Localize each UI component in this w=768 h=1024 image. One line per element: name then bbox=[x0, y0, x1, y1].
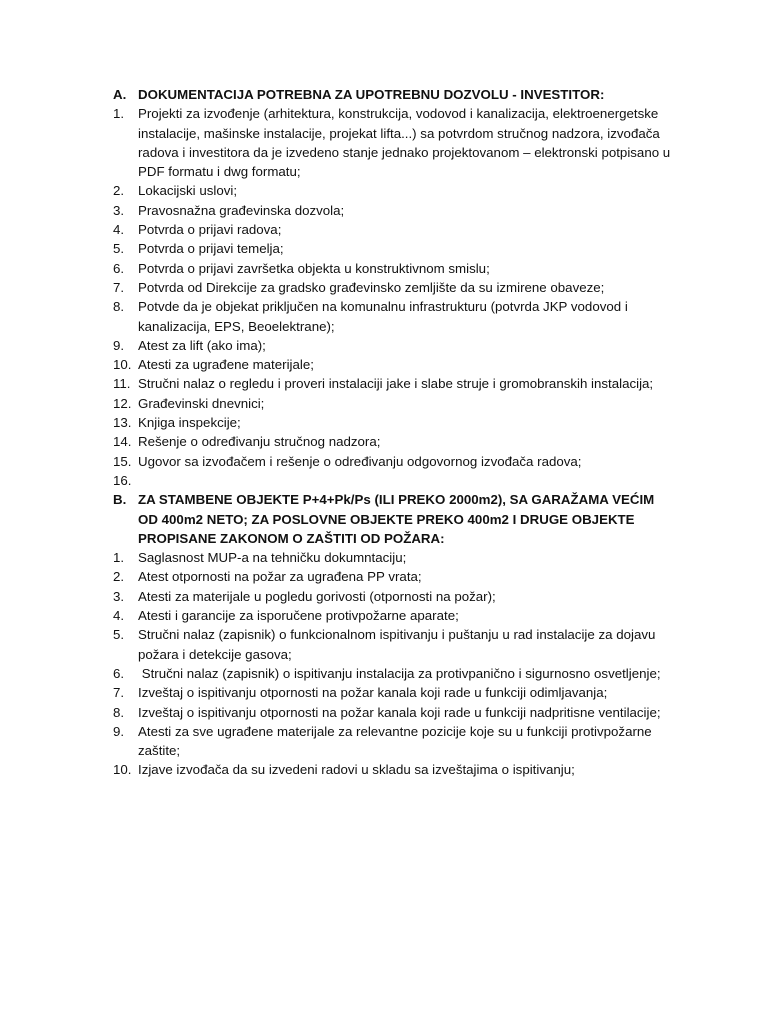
list-item bbox=[113, 471, 673, 490]
list-item bbox=[113, 664, 673, 683]
list-item-number: 2. bbox=[113, 183, 125, 199]
list-item-number: 10. bbox=[113, 762, 132, 778]
list-item-number: 9. bbox=[113, 337, 125, 353]
list-item-number: 8. bbox=[113, 299, 125, 315]
list-item-text: Potvrda o prijavi temelja; bbox=[138, 241, 284, 257]
list-item bbox=[113, 683, 673, 702]
list-item-number: 5. bbox=[113, 241, 125, 257]
section-a-heading bbox=[113, 85, 673, 104]
list-item-text: Izveštaj o ispitivanju otpornosti na požar kanala koji rade u funkciji odimljavanja; bbox=[138, 685, 608, 701]
list-item-text: Ugovor sa izvođačem i rešenje o određivanju odgovornog izvođača radova; bbox=[138, 453, 582, 469]
list-item bbox=[113, 394, 673, 413]
list-item-text: Knjiga inspekcije; bbox=[138, 415, 241, 431]
list-item bbox=[113, 355, 673, 374]
list-item-text: Lokacijski uslovi; bbox=[138, 183, 238, 199]
list-item-number: 9. bbox=[113, 723, 125, 739]
section-title: DOKUMENTACIJA POTREBNA ZA UPOTREBNU DOZVOLU - INVESTITOR: bbox=[138, 87, 605, 102]
list-item-text: Atesti i garancije za isporučene protivpožarne aparate; bbox=[138, 608, 459, 624]
list-item-text: Projekti za izvođenje (arhitektura, konstrukcija, vodovod i kanalizacija, elektroenergetske instalacije, mašinske instalacije, projekat lifta...) sa potvrdom stručnog nadzora, izvođača radova i investitora da je izvedeno stanje jednako projektovanom – elektronski potpisano u PDF formatu i dwg formatu; bbox=[138, 106, 674, 180]
list-item-text: Potvrda o prijavi završetka objekta u konstruktivnom smislu; bbox=[138, 260, 490, 276]
list-item-number: 14. bbox=[113, 434, 132, 450]
list-item bbox=[113, 220, 673, 239]
list-item-text: Stručni nalaz (zapisnik) o ispitivanju instalacija za protivpanično i sigurnosno osvetljenje; bbox=[138, 665, 661, 681]
list-item-text: Pravosnažna građevinska dozvola; bbox=[138, 202, 345, 218]
section-b-list bbox=[113, 548, 673, 780]
list-item bbox=[113, 452, 673, 471]
list-item-text: Stručni nalaz (zapisnik) o funkcionalnom ispitivanju i puštanju u rad instalacije za dojavu požara i detekcije gasova; bbox=[138, 627, 660, 662]
list-item-number: 7. bbox=[113, 279, 125, 295]
list-item-text: Stručni nalaz o regledu i proveri instalaciji jake i slabe struje i gromobranskih instalacija; bbox=[138, 376, 654, 392]
section-marker: B. bbox=[113, 492, 127, 508]
list-item-number: 4. bbox=[113, 222, 125, 238]
list-item-number: 10. bbox=[113, 357, 132, 373]
section-title: ZA STAMBENE OBJEKTE P+4+Pk/Ps (ILI PREKO 2000m2), SA GARAŽAMA VEĆIM OD 400m2 NETO; ZA POSLOVNE OBJEKTE PREKO 400m2 I DRUGE OBJEKTE PROPISANE ZAKONOM O ZAŠTITI OD POŽARA: bbox=[138, 492, 658, 546]
list-item bbox=[113, 606, 673, 625]
list-item-number: 8. bbox=[113, 704, 125, 720]
list-item-text: Saglasnost MUP-a na tehničku dokumntaciju; bbox=[138, 550, 407, 566]
list-item-number: 7. bbox=[113, 685, 125, 701]
list-item-number: 2. bbox=[113, 569, 125, 585]
list-item-text: Atesti za sve ugrađene materijale za relevantne pozicije koje su u funkciji protivpožarne zaštite; bbox=[138, 723, 656, 759]
list-item bbox=[113, 181, 673, 200]
section-marker: A. bbox=[113, 87, 127, 102]
list-item bbox=[113, 201, 673, 220]
list-item-number: 16. bbox=[113, 472, 132, 488]
list-item-text: Atest za lift (ako ima); bbox=[138, 337, 266, 353]
list-item bbox=[113, 760, 673, 779]
list-item-text: Atesti za ugrađene materijale; bbox=[138, 357, 314, 373]
section-a-list bbox=[113, 104, 673, 490]
list-item bbox=[113, 413, 673, 432]
list-item bbox=[113, 703, 673, 722]
list-item-number: 6. bbox=[113, 665, 125, 681]
list-item bbox=[113, 297, 673, 336]
list-item bbox=[113, 567, 673, 586]
list-item-text: Izjave izvođača da su izvedeni radovi u skladu sa izveštajima o ispitivanju; bbox=[138, 762, 575, 778]
list-item-number: 3. bbox=[113, 588, 125, 604]
list-item-number: 12. bbox=[113, 395, 132, 411]
list-item bbox=[113, 432, 673, 451]
list-item bbox=[113, 104, 673, 181]
list-item-text: Atesti za materijale u pogledu gorivosti (otpornosti na požar); bbox=[138, 588, 496, 604]
list-item-number: 6. bbox=[113, 260, 125, 276]
list-item-text: Atest otpornosti na požar za ugrađena PP vrata; bbox=[138, 569, 422, 585]
list-item bbox=[113, 278, 673, 297]
list-item-number: 1. bbox=[113, 550, 125, 566]
list-item bbox=[113, 587, 673, 606]
list-item-number: 4. bbox=[113, 608, 125, 624]
list-item-number: 1. bbox=[113, 106, 125, 122]
document-body bbox=[113, 85, 673, 780]
list-item-number: 13. bbox=[113, 415, 132, 431]
list-item-text: Potvrda od Direkcije za gradsko građevinsko zemljište da su izmirene obaveze; bbox=[138, 279, 605, 295]
list-item-number: 11. bbox=[113, 376, 131, 392]
list-item-text: Potvrda o prijavi radova; bbox=[138, 222, 282, 238]
list-item bbox=[113, 625, 673, 664]
list-item bbox=[113, 336, 673, 355]
list-item-text: Izveštaj o ispitivanju otpornosti na požar kanala koji rade u funkciji nadpritisne ventilacije; bbox=[138, 704, 661, 720]
list-item bbox=[113, 722, 673, 761]
list-item bbox=[113, 259, 673, 278]
list-item-text: Rešenje o određivanju stručnog nadzora; bbox=[138, 434, 381, 450]
list-item bbox=[113, 374, 673, 393]
list-item-number: 5. bbox=[113, 627, 125, 643]
section-b-heading bbox=[113, 490, 673, 548]
list-item-number: 3. bbox=[113, 202, 125, 218]
list-item-text: Potvde da je objekat priključen na komunalnu infrastrukturu (potvrda JKP vodovod i kanalizacija, EPS, Beoelektrane); bbox=[138, 299, 632, 334]
list-item-number: 15. bbox=[113, 453, 132, 469]
list-item-text: Građevinski dnevnici; bbox=[138, 395, 265, 411]
list-item bbox=[113, 548, 673, 567]
list-item bbox=[113, 239, 673, 258]
